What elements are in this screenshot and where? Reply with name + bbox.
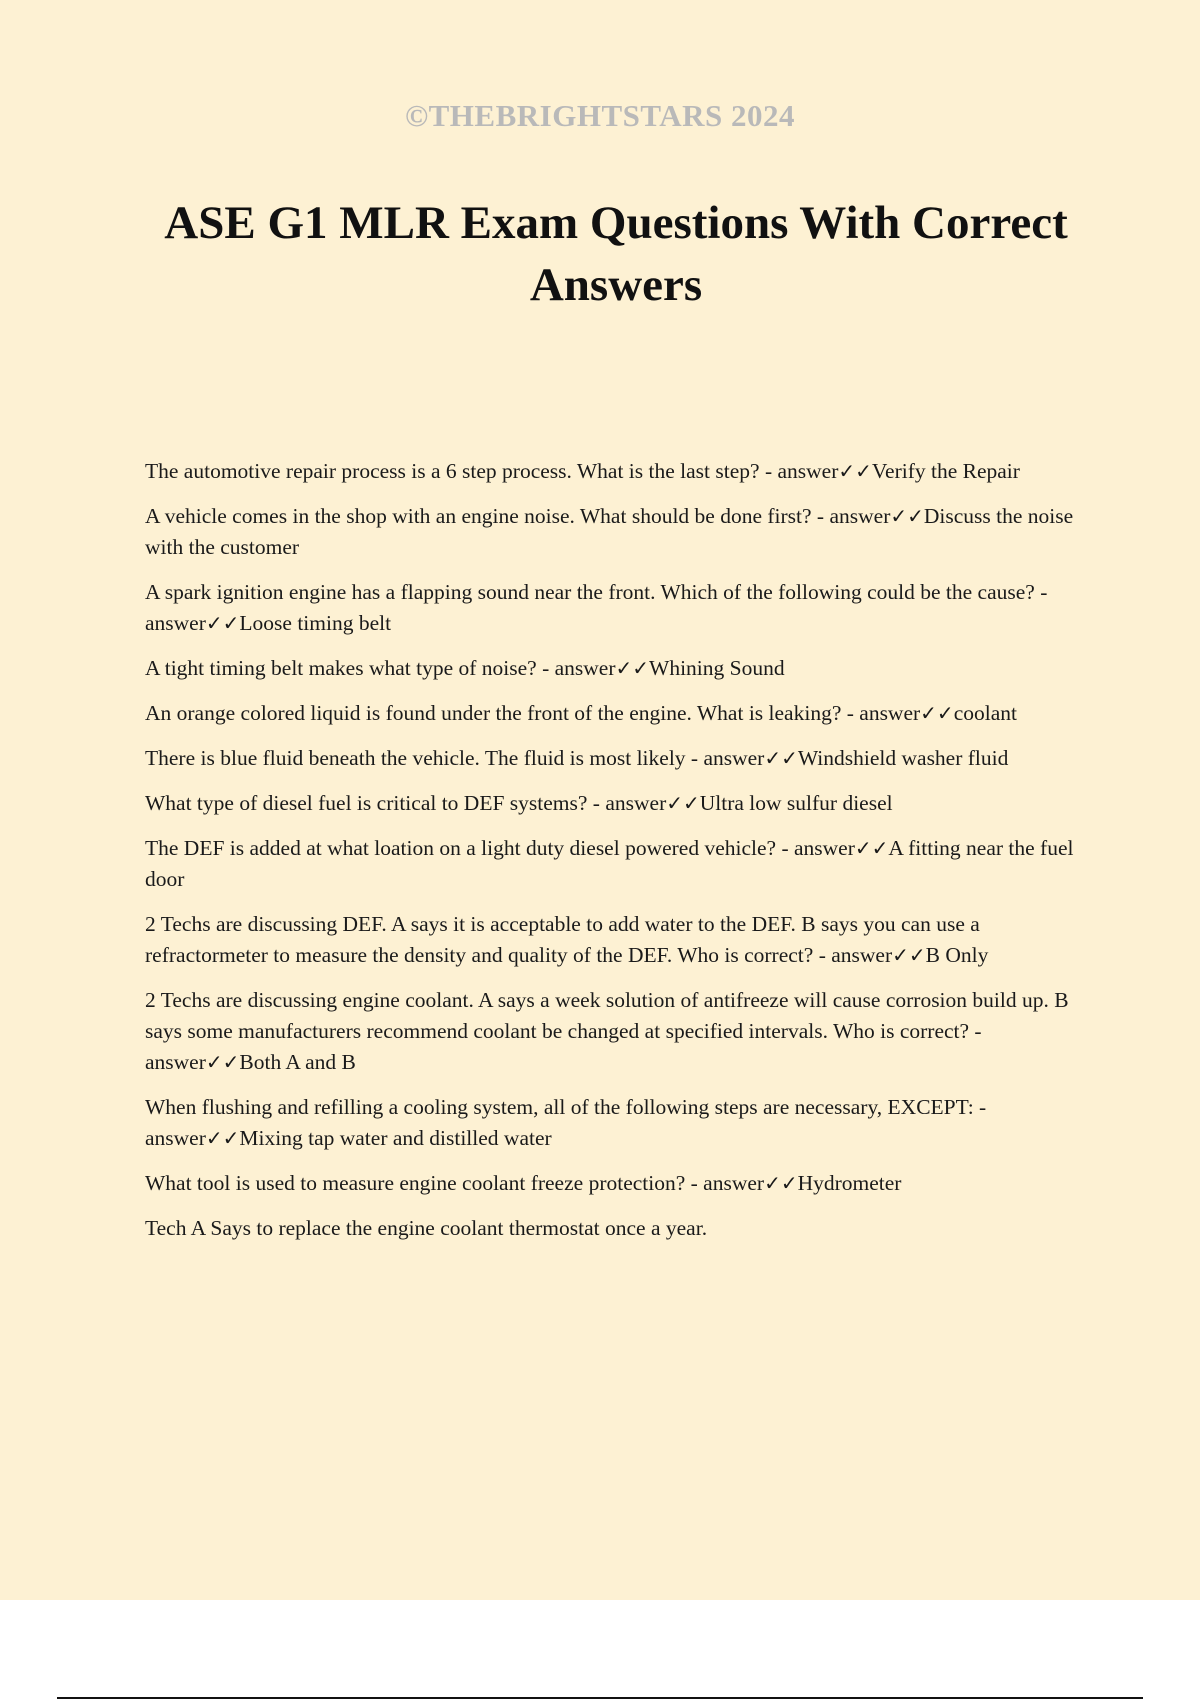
check-mark-icon: ✓✓ (764, 1171, 798, 1195)
check-mark-icon: ✓✓ (615, 656, 650, 680)
question-text: A tight timing belt makes what type of noise? - answer (145, 656, 616, 680)
answer-text: Ultra low sulfur diesel (699, 791, 893, 815)
question-text: An orange colored liquid is found under the front of the engine. What is leaking? - answer (145, 701, 921, 725)
check-mark-icon: ✓✓ (854, 836, 889, 860)
document-title: ASE G1 MLR Exam Questions With Correct Answers (164, 197, 1068, 311)
answer-text: Discuss the noise with the customer (145, 504, 1074, 559)
question-text: When flushing and refilling a cooling system, all of the following steps are necessary, EXCEPT: - answer (145, 1095, 987, 1150)
question-text: What type of diesel fuel is critical to DEF systems? - answer (145, 791, 667, 815)
answer-text: Loose timing belt (239, 611, 392, 635)
question-text: 2 Techs are discussing engine coolant. A says a week solution of antifreeze will cause corrosion build up. B says some manufacturers recommend coolant be changed at specified intervals. Who is correct? - answer (145, 988, 1069, 1074)
check-mark-icon: ✓✓ (205, 1050, 240, 1074)
check-mark-icon: ✓✓ (838, 459, 872, 483)
qa-item-3 (145, 577, 1085, 639)
answer-text: Windshield washer fluid (797, 746, 1009, 770)
answer-text: Whining Sound (649, 656, 785, 680)
qa-item-5 (145, 698, 1085, 729)
answer-text: B Only (925, 943, 989, 967)
answer-text: Both A and B (239, 1050, 356, 1074)
qa-item-12 (145, 1168, 1085, 1199)
question-text: The DEF is added at what loation on a light duty diesel powered vehicle? - answer (145, 836, 855, 860)
qa-item-6 (145, 743, 1085, 774)
check-mark-icon: ✓✓ (205, 1126, 240, 1150)
qa-item-1 (145, 456, 1085, 487)
check-mark-icon: ✓✓ (205, 611, 240, 635)
check-mark-icon: ✓✓ (920, 701, 954, 725)
qa-item-8 (145, 833, 1085, 895)
qa-trailing-text: Tech A Says to replace the engine coolant thermostat once a year. (145, 1216, 708, 1240)
answer-text: Verify the Repair (871, 459, 1020, 483)
question-text: The automotive repair process is a 6 step process. What is the last step? - answer (145, 459, 839, 483)
qa-item-7 (145, 788, 1085, 819)
qa-item-11 (145, 1092, 1085, 1154)
answer-text: Mixing tap water and distilled water (239, 1126, 552, 1150)
qa-item-10 (145, 985, 1085, 1078)
question-text: A vehicle comes in the shop with an engine noise. What should be done first? - answer (145, 504, 891, 528)
qa-item-4 (145, 653, 1085, 684)
check-mark-icon: ✓✓ (666, 791, 700, 815)
page-bottom-divider (57, 1697, 1143, 1699)
check-mark-icon: ✓✓ (764, 746, 798, 770)
watermark: ©THEBRIGHTSTARS 2024 (404, 98, 796, 133)
answer-text: A fitting near the fuel door (145, 836, 1074, 891)
check-mark-icon: ✓✓ (890, 504, 924, 528)
question-text: A spark ignition engine has a flapping sound near the front. Which of the following could be the cause? - answer (145, 580, 1048, 635)
qa-item-9 (145, 909, 1085, 971)
question-text: There is blue fluid beneath the vehicle. The fluid is most likely - answer (145, 746, 765, 770)
question-text: What tool is used to measure engine coolant freeze protection? - answer (145, 1171, 765, 1195)
answer-text: Hydrometer (797, 1171, 902, 1195)
qa-item-2 (145, 501, 1085, 563)
qa-list (145, 456, 1085, 1258)
answer-text: coolant (953, 701, 1017, 725)
check-mark-icon: ✓✓ (892, 943, 926, 967)
question-text: 2 Techs are discussing DEF. A says it is acceptable to add water to the DEF. B says you can use a refractormeter to measure the density and quality of the DEF. Who is correct? - answer (145, 912, 980, 967)
